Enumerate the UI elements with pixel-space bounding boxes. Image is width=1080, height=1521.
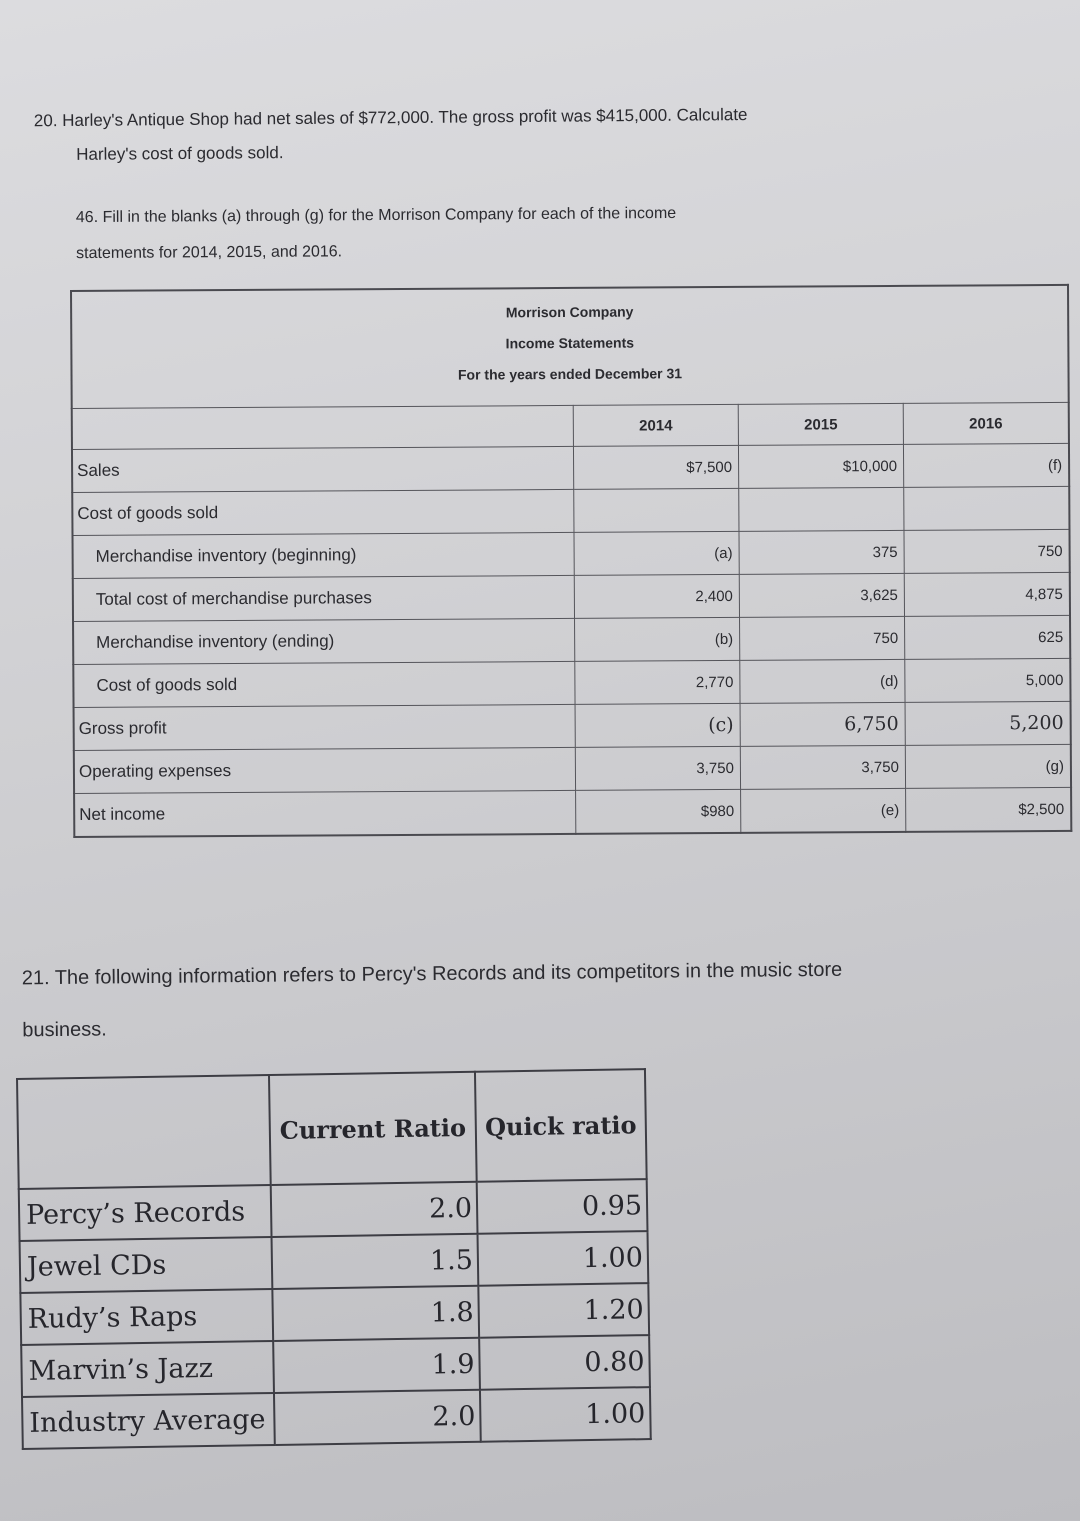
table-row — [73, 572, 1070, 621]
cell-2014: $7,500 — [573, 445, 738, 489]
table-row — [72, 529, 1069, 578]
cell-2014: (b) — [575, 617, 740, 661]
question-46 — [76, 194, 976, 272]
question-46-line-1: 46. Fill in the blanks (a) through (g) for the Morrison Company for each of the income — [75, 204, 677, 227]
question-20-line-2: Harley's cost of goods sold. — [76, 143, 284, 164]
cell-2015: 3,750 — [740, 745, 905, 789]
table-row — [74, 701, 1071, 750]
table-row — [72, 443, 1069, 492]
question-21-line-1: 21. The following information refers to Percy's Records and its competitors in the music store — [21, 958, 843, 990]
table-row — [72, 486, 1069, 535]
cell-2014: (a) — [574, 531, 739, 575]
row-label: Cost of goods sold — [73, 661, 575, 707]
company-name: Industry Average — [22, 1393, 275, 1449]
cell-2016: 5,200 — [905, 701, 1071, 745]
current-ratio: 2.0 — [271, 1182, 478, 1237]
current-ratio-header: Current Ratio — [269, 1072, 477, 1185]
row-label: Net income — [74, 790, 576, 837]
current-ratio: 1.8 — [272, 1286, 479, 1341]
income-statement-table — [70, 284, 1072, 838]
quick-ratio: 1.00 — [478, 1231, 649, 1286]
current-ratio: 2.0 — [274, 1390, 481, 1445]
cell-2016: (f) — [903, 443, 1069, 487]
cell-2015: 375 — [739, 530, 904, 574]
table-row — [73, 615, 1070, 664]
row-label: Operating expenses — [74, 747, 576, 793]
cell-2016: 5,000 — [905, 658, 1071, 702]
cell-2014 — [574, 488, 739, 532]
cell-2015: $10,000 — [738, 444, 903, 488]
company-name: Percy’s Records — [19, 1185, 272, 1241]
quick-ratio: 1.20 — [478, 1283, 649, 1338]
company-name: Jewel CDs — [20, 1237, 273, 1293]
cell-2015: 3,625 — [739, 573, 904, 617]
quick-ratio: 0.95 — [477, 1179, 648, 1234]
cell-2014: (c) — [575, 703, 740, 747]
cell-2016: $2,500 — [906, 787, 1072, 832]
question-20 — [34, 96, 1015, 173]
cell-2016 — [904, 486, 1070, 530]
current-ratio: 1.9 — [273, 1338, 480, 1393]
table-row — [73, 658, 1070, 707]
cell-2016: 625 — [905, 615, 1071, 659]
question-21 — [21, 940, 1042, 1059]
cell-2014: $980 — [576, 789, 741, 834]
row-label: Cost of goods sold — [72, 489, 574, 535]
row-label: Sales — [72, 446, 574, 492]
table-row — [74, 744, 1071, 793]
table-row — [74, 787, 1071, 837]
year-header-row — [72, 402, 1069, 449]
cell-2015: 750 — [740, 616, 905, 660]
row-label: Gross profit — [74, 704, 576, 750]
cell-2015 — [739, 487, 904, 531]
cell-2016: (g) — [905, 744, 1071, 788]
current-ratio: 1.5 — [272, 1234, 479, 1289]
row-label: Merchandise inventory (beginning) — [72, 532, 574, 578]
company-name: Rudy’s Raps — [20, 1289, 273, 1345]
ratio-table — [16, 1068, 652, 1450]
cell-2016: 750 — [904, 529, 1070, 573]
income-statement-header — [71, 285, 1069, 409]
question-20-line-1: 20. Harley's Antique Shop had net sales of $772,000. The gross profit was $415,000. Calculate — [33, 105, 748, 131]
row-label: Total cost of merchandise purchases — [73, 575, 575, 621]
ratio-header-row — [17, 1069, 647, 1189]
cell-2014: 3,750 — [575, 746, 740, 790]
quick-ratio: 1.00 — [480, 1387, 651, 1442]
year-2014: 2014 — [573, 404, 738, 446]
company-name: Morrison Company — [505, 303, 634, 321]
cell-2014: 2,400 — [574, 574, 739, 618]
question-21-line-2: business. — [22, 1018, 107, 1042]
row-label: Merchandise inventory (ending) — [73, 618, 575, 664]
company-name: Marvin’s Jazz — [21, 1341, 274, 1397]
quick-ratio: 0.80 — [479, 1335, 650, 1390]
cell-2015: (d) — [740, 659, 905, 703]
statement-period: For the years ended December 31 — [457, 365, 683, 383]
cell-2015: (e) — [741, 788, 906, 833]
statement-title: Income Statements — [505, 334, 635, 352]
year-2016: 2016 — [903, 402, 1069, 444]
cell-2015: 6,750 — [740, 702, 905, 746]
quick-ratio-header: Quick ratio — [475, 1069, 647, 1182]
year-2015: 2015 — [738, 403, 903, 445]
cell-2016: 4,875 — [904, 572, 1070, 616]
cell-2014: 2,770 — [575, 660, 740, 704]
question-46-line-2: statements for 2014, 2015, and 2016. — [76, 243, 343, 263]
table-row — [22, 1387, 651, 1449]
